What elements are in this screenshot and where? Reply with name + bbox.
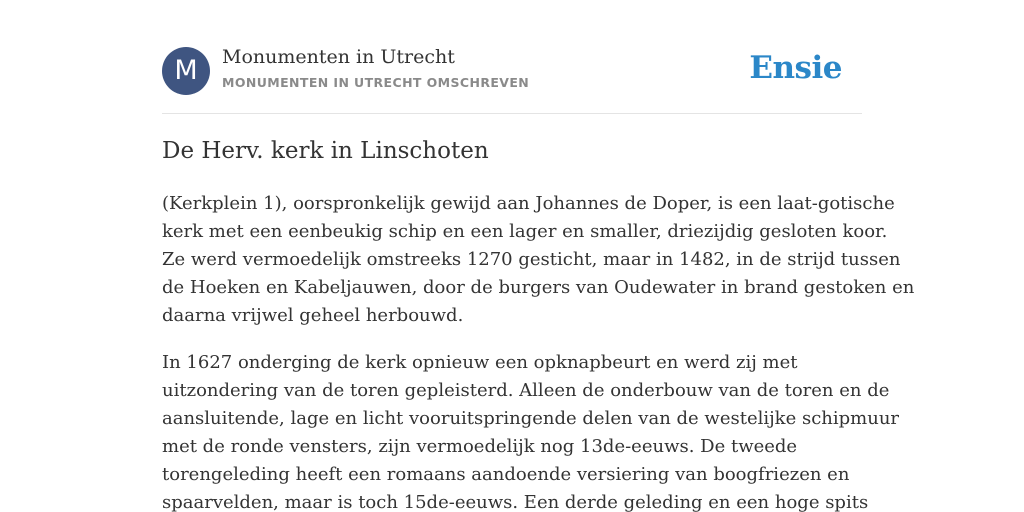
paragraph-line: aansluitende, lage en licht vooruitspringende delen van de westelijke schipmuur (162, 408, 900, 429)
header (162, 46, 862, 96)
paragraph-line: met de ronde vensters, zijn vermoedelijk nog 13de-eeuws. De tweede (162, 436, 798, 457)
paragraph-line: spaarvelden, maar is toch 15de-eeuws. Een derde geleding en een hoge spits (162, 492, 869, 512)
article-title: De Herv. kerk in Linschoten (162, 138, 489, 164)
paragraph (162, 349, 900, 512)
paragraph-line: (Kerkplein 1), oorspronkelijk gewijd aan Johannes de Doper, is een laat-gotische (162, 193, 895, 214)
paragraph-line: kerk met een eenbeukig schip en een lager en smaller, driezijdig gesloten koor. (162, 221, 888, 242)
paragraph-line: daarna vrijwel geheel herbouwd. (162, 305, 464, 326)
avatar[interactable]: M (162, 47, 210, 95)
header-divider (162, 113, 862, 114)
site-title[interactable]: Monumenten in Utrecht (222, 46, 455, 68)
article-body (162, 190, 915, 512)
paragraph-line: torengeleding heeft een romaans aandoende versiering van boogfriezen en (162, 464, 850, 485)
paragraph-line: In 1627 onderging de kerk opnieuw een opknapbeurt en werd zij met (162, 352, 798, 373)
paragraph-line: de Hoeken en Kabeljauwen, door de burgers van Oudewater in brand gestoken en (162, 277, 915, 298)
paragraph-line: Ze werd vermoedelijk omstreeks 1270 gesticht, maar in 1482, in de strijd tussen (162, 249, 901, 270)
paragraph (162, 190, 915, 330)
paragraph-line: uitzondering van de toren gepleisterd. Alleen de onderbouw van de toren en de (162, 380, 890, 401)
brand-logo[interactable]: Ensie (749, 50, 842, 86)
site-subtitle: MONUMENTEN IN UTRECHT OMSCHREVEN (222, 75, 530, 90)
